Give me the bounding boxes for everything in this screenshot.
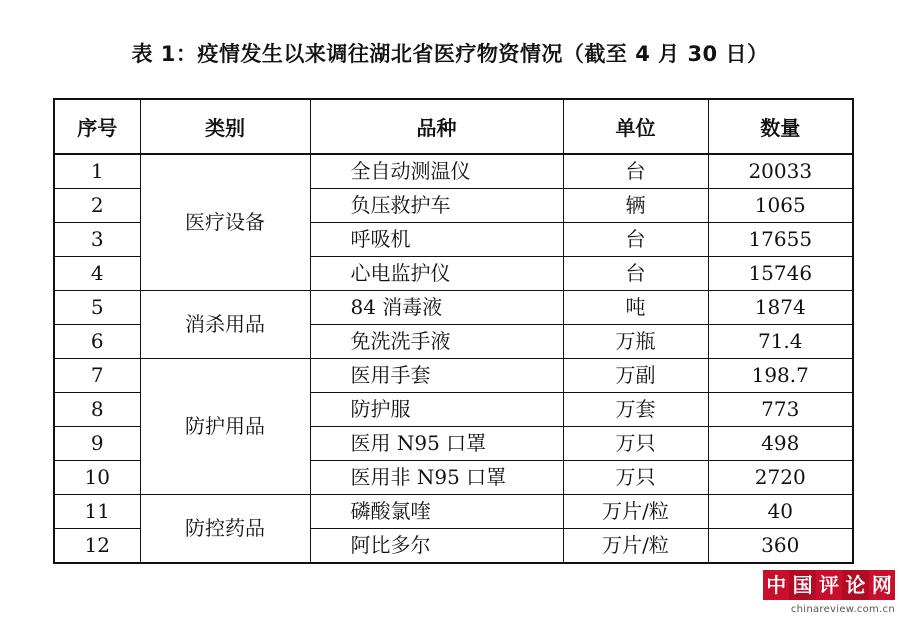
cell-unit: 万只: [563, 427, 708, 461]
cell-product: 心电监护仪: [310, 257, 563, 291]
cell-unit: 台: [563, 223, 708, 257]
cell-quantity: 40: [708, 495, 853, 529]
cell-unit: 辆: [563, 189, 708, 223]
cell-quantity: 773: [708, 393, 853, 427]
cell-quantity: 17655: [708, 223, 853, 257]
cell-no: 9: [54, 427, 140, 461]
cell-no: 1: [54, 154, 140, 189]
cell-product: 全自动测温仪: [310, 154, 563, 189]
header-no: 序号: [54, 99, 140, 154]
cell-quantity: 198.7: [708, 359, 853, 393]
header-quantity: 数量: [708, 99, 853, 154]
cell-no: 5: [54, 291, 140, 325]
cell-no: 8: [54, 393, 140, 427]
table-row: [54, 495, 853, 529]
cell-product: 磷酸氯喹: [310, 495, 563, 529]
watermark-char: 国: [789, 570, 815, 600]
cell-unit: 万副: [563, 359, 708, 393]
header-product: 品种: [310, 99, 563, 154]
cell-quantity: 71.4: [708, 325, 853, 359]
cell-no: 12: [54, 529, 140, 564]
cell-quantity: 1065: [708, 189, 853, 223]
cell-quantity: 498: [708, 427, 853, 461]
cell-unit: 万只: [563, 461, 708, 495]
cell-product: 阿比多尔: [310, 529, 563, 564]
cell-unit: 台: [563, 257, 708, 291]
cell-no: 3: [54, 223, 140, 257]
watermark-char: 网: [869, 570, 895, 600]
site-watermark: [763, 570, 895, 618]
cell-no: 11: [54, 495, 140, 529]
cell-unit: 台: [563, 154, 708, 189]
cell-product: 84 消毒液: [310, 291, 563, 325]
cell-quantity: 2720: [708, 461, 853, 495]
header-row: [54, 99, 853, 154]
cell-product: 医用非 N95 口罩: [310, 461, 563, 495]
supplies-table: [53, 98, 854, 564]
cell-unit: 万瓶: [563, 325, 708, 359]
cell-product: 免洗洗手液: [310, 325, 563, 359]
cell-no: 2: [54, 189, 140, 223]
cell-product: 医用 N95 口罩: [310, 427, 563, 461]
table-title: 表 1：疫情发生以来调往湖北省医疗物资情况（截至 4 月 30 日）: [131, 42, 769, 66]
cell-quantity: 1874: [708, 291, 853, 325]
cell-no: 10: [54, 461, 140, 495]
watermark-domain: chinareview.com.cn: [790, 604, 895, 615]
cell-category: 医疗设备: [140, 154, 310, 291]
cell-unit: 万套: [563, 393, 708, 427]
cell-no: 7: [54, 359, 140, 393]
table-row: [54, 154, 853, 189]
header-unit: 单位: [563, 99, 708, 154]
cell-quantity: 20033: [708, 154, 853, 189]
header-category: 类别: [140, 99, 310, 154]
cell-no: 6: [54, 325, 140, 359]
table-row: [54, 359, 853, 393]
watermark-char: 评: [816, 570, 842, 600]
watermark-char: 论: [842, 570, 868, 600]
cell-quantity: 15746: [708, 257, 853, 291]
cell-unit: 万片/粒: [563, 495, 708, 529]
cell-category: 防护用品: [140, 359, 310, 495]
cell-unit: 万片/粒: [563, 529, 708, 564]
cell-product: 医用手套: [310, 359, 563, 393]
table-row: [54, 291, 853, 325]
cell-category: 消杀用品: [140, 291, 310, 359]
cell-product: 负压救护车: [310, 189, 563, 223]
cell-product: 呼吸机: [310, 223, 563, 257]
cell-unit: 吨: [563, 291, 708, 325]
watermark-char: 中: [763, 570, 789, 600]
cell-no: 4: [54, 257, 140, 291]
cell-quantity: 360: [708, 529, 853, 564]
cell-product: 防护服: [310, 393, 563, 427]
cell-category: 防控药品: [140, 495, 310, 564]
watermark-logo: [763, 570, 895, 600]
